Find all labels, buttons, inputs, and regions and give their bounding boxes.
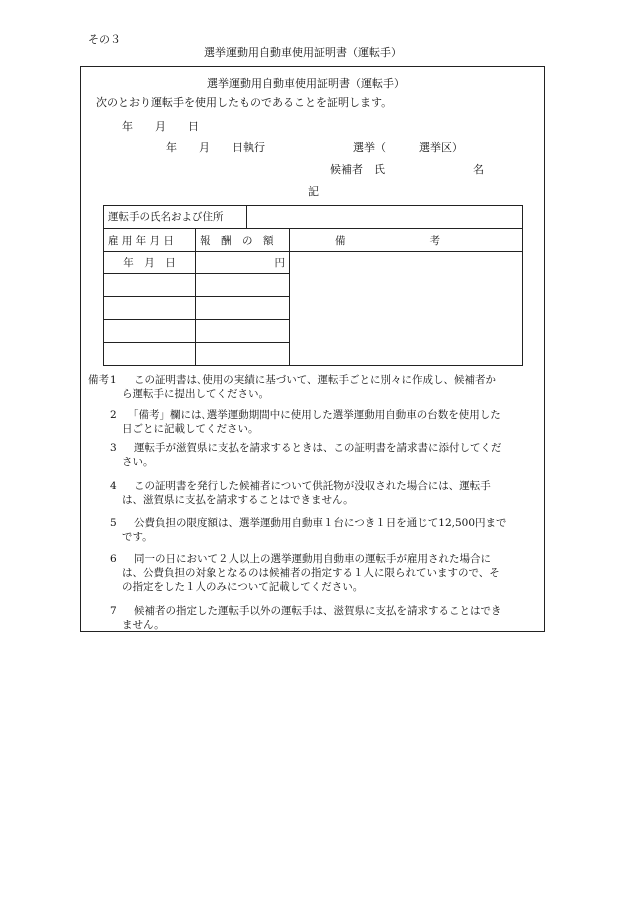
page-title: 選挙運動用自動車使用証明書（運転手）	[204, 46, 402, 59]
note-text: この証明書を発行した候補者について供託物が没収された場合には、運転手	[134, 480, 491, 492]
remarks-cell[interactable]	[290, 252, 523, 366]
form-intro: 次のとおり運転手を使用したものであることを証明します。	[96, 96, 393, 109]
name-address-label: 運転手の氏名および住所	[104, 206, 247, 228]
row4-date[interactable]	[104, 320, 196, 343]
election-name: 選挙（ 選挙区）	[353, 141, 463, 154]
row1-date[interactable]: 年 月 日	[104, 252, 196, 274]
row2-date[interactable]	[104, 274, 196, 297]
note-number: 7	[110, 605, 117, 617]
note-text: 候補者の指定した運転手以外の運転手は、滋賀県に支払を請求することはでき	[134, 605, 502, 617]
note-text: の指定をした１人のみについて記載してください。	[122, 581, 364, 593]
col-header-pay: 報 酬 の 額	[196, 229, 290, 252]
note-text: 公費負担の限度額は、選挙運動用自動車１台につき１日を通じて12,500円まで	[134, 517, 507, 529]
row2-pay[interactable]	[196, 274, 290, 297]
note-text: は、公費負担の対象となるのは候補者の指定する１人に限られていますので、そ	[122, 567, 500, 579]
row4-pay[interactable]	[196, 320, 290, 343]
note-text: は、滋賀県に支払を請求することはできません。	[122, 494, 354, 506]
name-address-field[interactable]	[247, 206, 522, 228]
note-text: ら運転手に提出してください。	[122, 388, 269, 400]
row5-pay[interactable]	[196, 343, 290, 366]
row1-pay[interactable]: 円	[196, 252, 290, 274]
row5-date[interactable]	[104, 343, 196, 366]
form-title: 選挙運動用自動車使用証明書（運転手）	[207, 77, 405, 90]
notes-label: 備考	[88, 374, 109, 386]
election-date: 年 月 日執行	[166, 141, 265, 154]
certification-date: 年 月 日	[122, 120, 199, 133]
col-header-date: 雇 用 年 月 日	[104, 229, 196, 252]
note-text: 「備考」欄には､選挙運動期間中に使用した選挙運動用自動車の台数を使用した	[128, 409, 501, 421]
note-number: 3	[110, 442, 117, 454]
candidate-name-line: 候補者 氏 名	[330, 163, 484, 176]
note-text: さい。	[122, 456, 154, 468]
note-text: この証明書は､使用の実績に基づいて、運転手ごとに別々に作成し、候補者か	[134, 374, 497, 386]
note-number: 4	[110, 480, 117, 492]
row3-date[interactable]	[104, 297, 196, 320]
section-label: その３	[88, 33, 121, 46]
note-number: 6	[110, 553, 117, 565]
note-text: です。	[122, 531, 153, 543]
note-number: 5	[110, 517, 117, 529]
note-number: 2	[110, 409, 117, 421]
note-text: 日ごとに記載してください。	[122, 423, 259, 435]
ki-label: 記	[308, 185, 319, 198]
note-text: 同一の日において２人以上の選挙運動用自動車の運転手が雇用された場合に	[134, 553, 491, 565]
note-number: 1	[110, 374, 117, 386]
driver-table	[103, 205, 523, 366]
row3-pay[interactable]	[196, 297, 290, 320]
note-text: ません。	[122, 619, 165, 631]
note-text: 運転手が滋賀県に支払を請求するときは、この証明書を請求書に添付してくだ	[134, 442, 502, 454]
col-header-remarks: 備 考	[290, 229, 523, 252]
name-address-row	[104, 206, 523, 229]
